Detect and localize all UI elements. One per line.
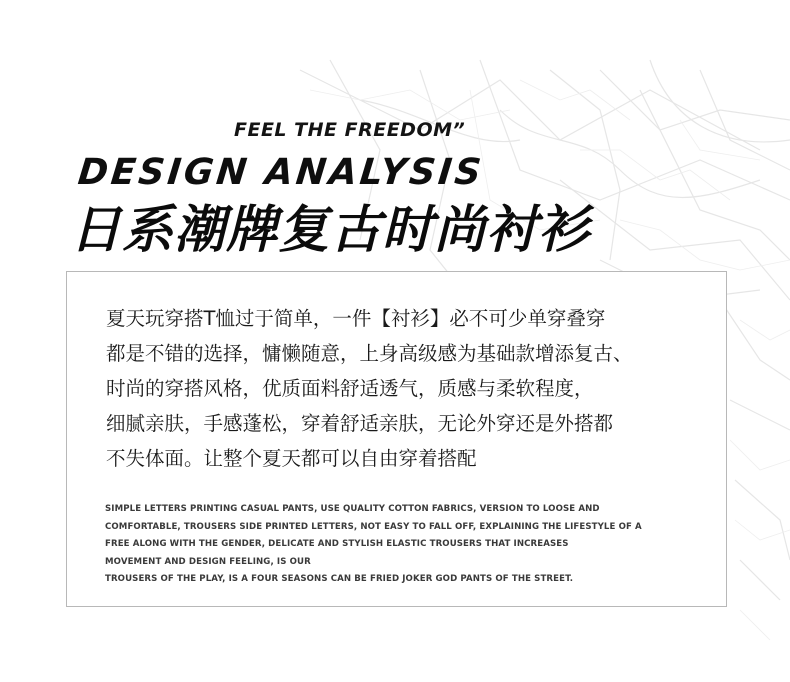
- en-line: SIMPLE LETTERS PRINTING CASUAL PANTS, USE QUALITY COTTON FABRICS, VERSION TO LOOSE AND: [105, 504, 600, 514]
- cn-line: 都是不错的选择，慵懒随意，上身高级感为基础款增添复古、: [106, 342, 633, 365]
- en-line: TROUSERS OF THE PLAY, IS A FOUR SEASONS CAN BE FRIED JOKER GOD PANTS OF THE STREET.: [105, 574, 574, 584]
- en-line: COMFORTABLE, TROUSERS SIDE PRINTED LETTERS, NOT EASY TO FALL OFF, EXPLAINING THE LIFESTYLE OF A: [105, 521, 642, 532]
- chinese-description: [106, 301, 706, 476]
- english-description: [105, 501, 715, 589]
- en-line: FREE ALONG WITH THE GENDER, DELICATE AND STYLISH ELASTIC TROUSERS THAT INCREASES: [105, 539, 569, 549]
- cn-line: 夏天玩穿搭T恤过于简单，一件【衬衫】必不可少单穿叠穿: [106, 307, 606, 330]
- cn-line: 细腻亲肤，手感蓬松，穿着舒适亲肤，无论外穿还是外搭都: [106, 412, 614, 435]
- design-analysis-title: DESIGN ANALYSIS: [76, 152, 486, 193]
- cn-line: 不失体面。让整个夏天都可以自由穿着搭配: [106, 447, 477, 470]
- en-line: MOVEMENT AND DESIGN FEELING, IS OUR: [105, 556, 311, 567]
- product-title: 日系潮牌复古时尚衬衫: [70, 201, 591, 260]
- tagline: FEEL THE FREEDOM”: [234, 119, 466, 141]
- description-box: [66, 271, 727, 607]
- cn-line: 时尚的穿搭风格，优质面料舒适透气，质感与柔软程度，: [106, 377, 594, 400]
